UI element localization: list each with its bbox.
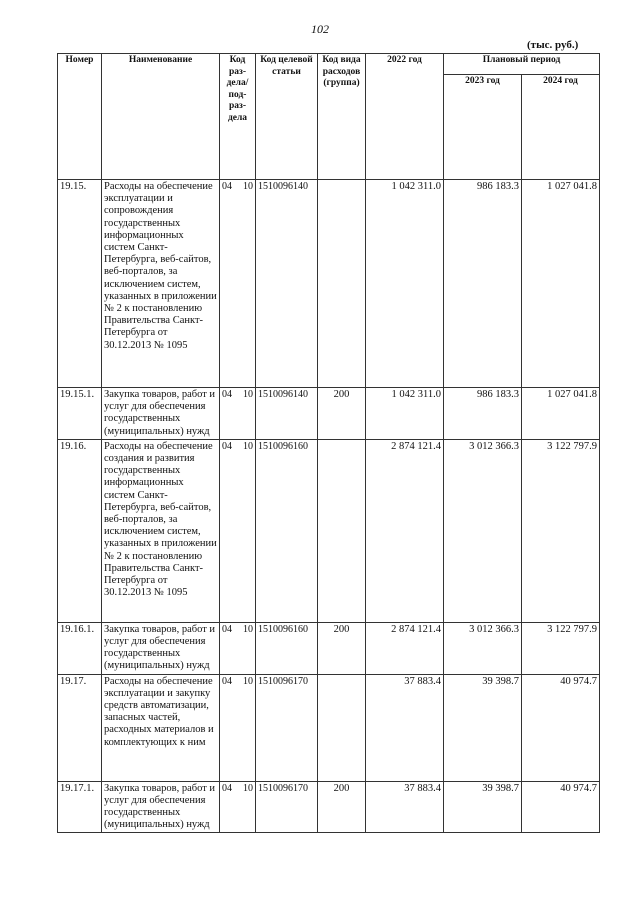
section: 04 (222, 389, 232, 400)
row-number: 19.16.1. (58, 622, 102, 674)
header-row (58, 54, 600, 75)
row-number: 19.15. (58, 180, 102, 388)
row-number: 19.16. (58, 439, 102, 622)
row-expense-type (318, 180, 366, 388)
header-expense-type-code: Код вида расходов (группа) (318, 54, 366, 180)
row-value-2022: 1 042 311.0 (366, 180, 444, 388)
row-value-2024: 3 122 797.9 (522, 622, 600, 674)
row-value-2024: 40 974.7 (522, 781, 600, 833)
row-section-code (220, 781, 256, 833)
row-section-code (220, 674, 256, 781)
subsection: 10 (243, 181, 253, 192)
row-target-code: 1510096140 (256, 388, 318, 440)
row-name: Закупка товаров, работ и услуг для обеспечения государственных (муниципальных) нужд (102, 622, 220, 674)
row-section-code (220, 622, 256, 674)
table-row (58, 781, 600, 833)
section: 04 (222, 623, 232, 635)
row-target-code: 1510096170 (256, 781, 318, 833)
row-value-2024: 1 027 041.8 (522, 388, 600, 440)
row-expense-type: 200 (318, 781, 366, 833)
row-expense-type: 200 (318, 388, 366, 440)
table-row (58, 674, 600, 781)
row-value-2024: 1 027 041.8 (522, 180, 600, 388)
header-section-code: Код раз-дела/ под-раз-дела (220, 54, 256, 180)
row-value-2023: 39 398.7 (444, 674, 522, 781)
header-name: Наименование (102, 54, 220, 180)
table-row (58, 622, 600, 674)
subsection: 10 (243, 675, 253, 687)
row-number: 19.15.1. (58, 388, 102, 440)
row-value-2024: 40 974.7 (522, 674, 600, 781)
subsection: 10 (243, 389, 253, 400)
section: 04 (222, 782, 232, 794)
row-expense-type: 200 (318, 622, 366, 674)
units-label: (тыс. руб.) (527, 39, 579, 51)
row-section-code (220, 388, 256, 440)
row-name: Закупка товаров, работ и услуг для обеспечения государственных (муниципальных) нужд (102, 781, 220, 833)
header-year-2022: 2022 год (366, 54, 444, 180)
row-value-2022: 1 042 311.0 (366, 388, 444, 440)
table-row (58, 180, 600, 388)
row-name: Расходы на обеспечение создания и развития государственных информационных систем Санкт-Петербурга, веб-сайтов, веб-порталов, за исключением систем, указанных в приложении № 2 к постановлению Правительства Санкт-Петербурга от 30.12.2013 № 1095 (102, 439, 220, 622)
table-row (58, 439, 600, 622)
row-value-2023: 39 398.7 (444, 781, 522, 833)
header-year-2024: 2024 год (522, 75, 600, 180)
row-value-2022: 2 874 121.4 (366, 622, 444, 674)
section: 04 (222, 181, 232, 192)
table-row (58, 388, 600, 440)
subsection: 10 (243, 782, 253, 794)
row-value-2022: 37 883.4 (366, 674, 444, 781)
subsection: 10 (243, 440, 253, 452)
row-value-2023: 3 012 366.3 (444, 622, 522, 674)
row-number: 19.17. (58, 674, 102, 781)
row-name: Расходы на обеспечение эксплуатации и сопровождения государственных информационных систем Санкт-Петербурга, веб-сайтов, веб-порталов, за исключением систем, указанных в приложении № 2 к постановлению Правительства Санкт-Петербурга от 30.12.2013 № 1095 (102, 180, 220, 388)
section: 04 (222, 440, 232, 452)
page-number: 102 (311, 22, 329, 36)
subsection: 10 (243, 623, 253, 635)
row-value-2024: 3 122 797.9 (522, 439, 600, 622)
row-expense-type (318, 674, 366, 781)
row-value-2023: 986 183.3 (444, 180, 522, 388)
section: 04 (222, 675, 232, 687)
row-target-code: 1510096160 (256, 622, 318, 674)
row-value-2022: 2 874 121.4 (366, 439, 444, 622)
header-year-2023: 2023 год (444, 75, 522, 180)
row-section-code (220, 439, 256, 622)
row-target-code: 1510096170 (256, 674, 318, 781)
row-number: 19.17.1. (58, 781, 102, 833)
row-section-code (220, 180, 256, 388)
row-name: Расходы на обеспечение эксплуатации и закупку средств автоматизации, запасных частей, расходных материалов и комплектующих к ним (102, 674, 220, 781)
row-value-2023: 986 183.3 (444, 388, 522, 440)
row-value-2023: 3 012 366.3 (444, 439, 522, 622)
row-value-2022: 37 883.4 (366, 781, 444, 833)
row-expense-type (318, 439, 366, 622)
header-planning-period: Плановый период (444, 54, 600, 75)
row-name: Закупка товаров, работ и услуг для обеспечения государственных (муниципальных) нужд (102, 388, 220, 440)
budget-table (57, 53, 600, 833)
header-number: Номер (58, 54, 102, 180)
row-target-code: 1510096160 (256, 439, 318, 622)
row-target-code: 1510096140 (256, 180, 318, 388)
header-target-code: Код целевой статьи (256, 54, 318, 180)
